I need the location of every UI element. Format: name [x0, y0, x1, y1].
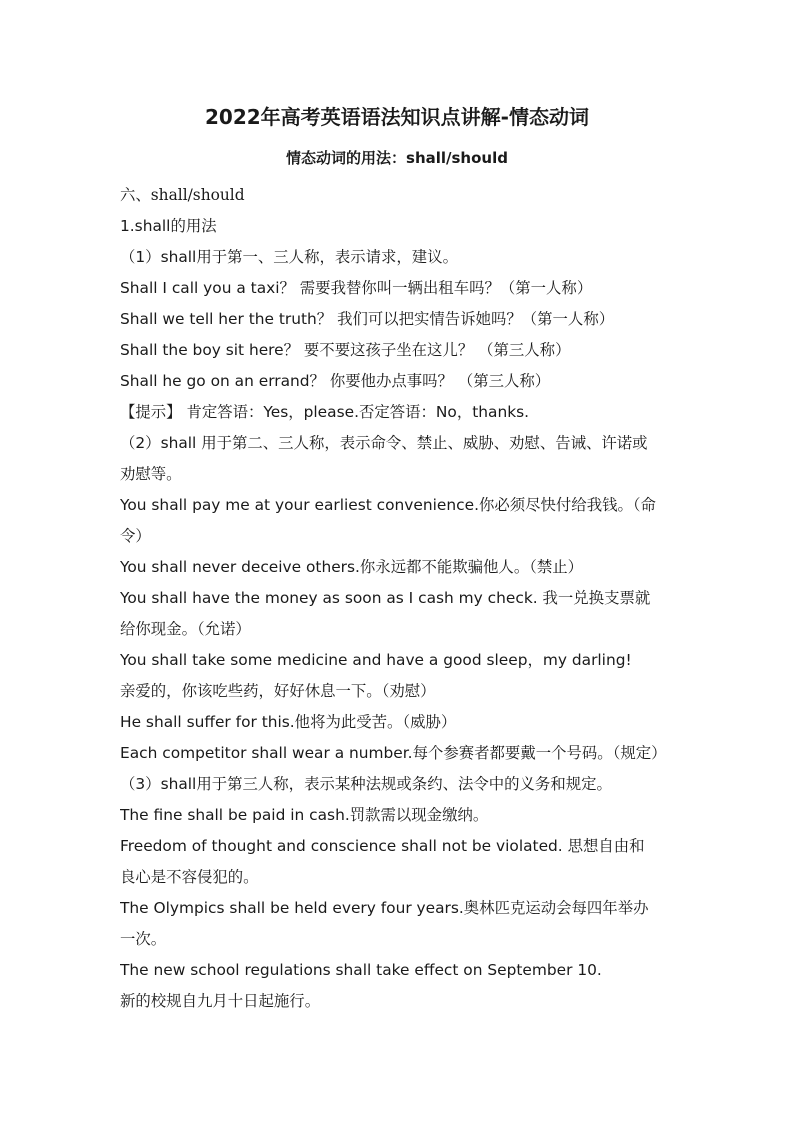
- example-sentence: The Olympics shall be held every four years.奥林匹克运动会每四年举办: [120, 899, 649, 917]
- example-sentence-continued: 一次。: [120, 930, 167, 948]
- section-heading: 六、shall/should: [120, 186, 245, 204]
- example-sentence: Freedom of thought and conscience shall not be violated. 思想自由和: [120, 837, 645, 855]
- example-sentence: You shall take some medicine and have a good sleep，my darling!: [120, 651, 632, 669]
- example-sentence: Shall he go on an errand？ 你要他办点事吗？ （第三人称）: [120, 372, 551, 390]
- example-sentence: Shall we tell her the truth？ 我们可以把实情告诉她吗？（第一人称）: [120, 310, 615, 328]
- usage-point: （1）shall用于第一、三人称，表示请求，建议。: [120, 248, 458, 266]
- usage-point: （3）shall用于第三人称，表示某种法规或条约、法令中的义务和规定。: [120, 775, 612, 793]
- usage-point-continued: 劝慰等。: [120, 465, 182, 483]
- document-title: 2022年高考英语语法知识点讲解-情态动词: [205, 105, 589, 129]
- document-subtitle: 情态动词的用法：shall/should: [286, 149, 508, 167]
- example-sentence-continued: 良心是不容侵犯的。: [120, 868, 259, 886]
- example-sentence: You shall have the money as soon as I cash my check. 我一兑换支票就: [120, 589, 651, 607]
- example-sentence: Each competitor shall wear a number.每个参赛者都要戴一个号码。（规定）: [120, 744, 667, 762]
- example-sentence: The fine shall be paid in cash.罚款需以现金缴纳。: [120, 806, 489, 824]
- example-sentence: Shall the boy sit here？ 要不要这孩子坐在这儿？ （第三人称）: [120, 341, 571, 359]
- subsection-heading: 1.shall的用法: [120, 217, 217, 235]
- tip-note: 【提示】 肯定答语：Yes，please.否定答语：No，thanks.: [120, 403, 530, 421]
- document-body: [120, 180, 680, 1017]
- example-sentence-continued: 令）: [120, 527, 151, 545]
- example-sentence-continued: 给你现金。（允诺）: [120, 620, 251, 638]
- usage-point: （2）shall 用于第二、三人称，表示命令、禁止、威胁、劝慰、告诫、许诺或: [120, 434, 648, 452]
- example-sentence: The new school regulations shall take effect on September 10.: [120, 961, 602, 979]
- example-sentence: He shall suffer for this.他将为此受苦。（威胁）: [120, 713, 457, 731]
- example-translation: 亲爱的，你该吃些药，好好休息一下。（劝慰）: [120, 682, 436, 700]
- example-sentence: You shall never deceive others.你永远都不能欺骗他人。（禁止）: [120, 558, 584, 576]
- example-sentence: Shall I call you a taxi？ 需要我替你叫一辆出租车吗？（第一人称）: [120, 279, 593, 297]
- example-translation: 新的校规自九月十日起施行。: [120, 992, 321, 1010]
- example-sentence: You shall pay me at your earliest convenience.你必须尽快付给我钱。（命: [120, 496, 656, 514]
